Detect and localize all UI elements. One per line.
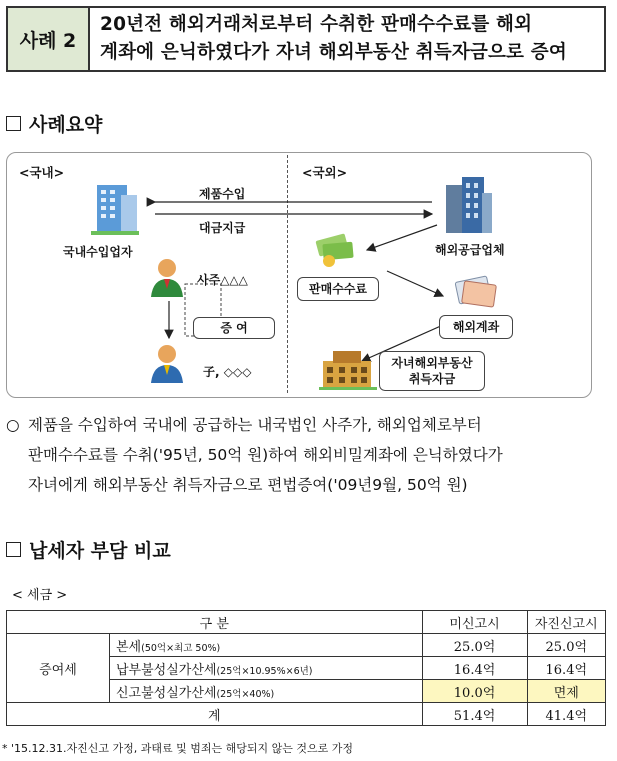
total-label: 계: [7, 703, 423, 726]
money-icon: [313, 229, 359, 269]
comparison-heading-text: 납세자 부담 비교: [29, 540, 171, 562]
bank-account-icon: [451, 273, 499, 309]
domestic-label: <국내>: [19, 165, 65, 180]
row-name: 납부불성실가산세: [116, 662, 217, 678]
tax-comparison-table: [6, 610, 606, 726]
property-fund-line1: 자녀해외부동산: [391, 356, 473, 370]
paragraph-line3: 자녀에게 해외부동산 취득자금으로 편법증여('09년9월, 50억 원): [28, 476, 468, 494]
foreign-building-icon: [440, 175, 496, 237]
property-building-icon: [319, 347, 377, 391]
undeclared-cell: 25.0억: [422, 634, 527, 657]
domestic-importer-label: 국내수입업자: [63, 245, 133, 259]
case-label: 사례 2: [8, 8, 90, 70]
total-undeclared: 51.4억: [422, 703, 527, 726]
row-name-cell: [110, 634, 423, 657]
checkbox-square-icon: [6, 116, 21, 131]
summary-heading: [6, 110, 102, 137]
table-row: [7, 634, 606, 657]
table-header-row: [7, 611, 606, 634]
header-undeclared: 미신고시: [422, 611, 527, 634]
child-person-icon: [147, 343, 187, 385]
voluntary-cell: 25.0억: [527, 634, 605, 657]
property-fund-line2: 취득자금: [408, 372, 456, 386]
owner-person-icon: [147, 257, 187, 299]
foreign-account-tag: 해외계좌: [439, 315, 513, 339]
row-note: (25억×10.95%×6년): [216, 665, 313, 677]
child-label: 子, ◇◇◇: [203, 365, 252, 379]
unit-label: < 세금 >: [12, 588, 68, 603]
row-name: 본세: [116, 639, 142, 655]
row-note: (50억×최고 50%): [141, 642, 221, 654]
case-title-line1: 20년전 해외거래처로부터 수취한 판매수수료를 해외: [100, 14, 533, 35]
bullet: ○: [6, 416, 20, 434]
case-title-line2: 계좌에 은닉하였다가 자녀 해외부동산 취득자금으로 증여: [100, 42, 567, 63]
undeclared-cell: 16.4억: [422, 657, 527, 680]
property-fund-tag: [379, 351, 485, 391]
office-building-icon: [89, 181, 141, 237]
case-title: [90, 8, 604, 70]
checkbox-square-icon: [6, 542, 21, 557]
row-note: (25억×40%): [216, 688, 275, 700]
foreign-label: <국외>: [302, 165, 348, 180]
header-voluntary: 자진신고시: [527, 611, 605, 634]
footnote: * '15.12.31.자진신고 가정, 과태료 및 범죄는 해당되지 않는 것으로 가정: [2, 742, 353, 755]
gift-tag: 증 여: [193, 317, 275, 339]
payment-label: 대금지급: [199, 221, 246, 235]
voluntary-cell: 16.4억: [527, 657, 605, 680]
comparison-heading: [6, 536, 171, 563]
undeclared-cell: 10.0억: [422, 680, 527, 703]
paragraph-line1: 제품을 수입하여 국내에 공급하는 내국법인 사주가, 해외업체로부터: [28, 416, 482, 434]
summary-heading-text: 사례요약: [29, 114, 103, 136]
paragraph-line2: 판매수수료를 수취('95년, 50억 원)하여 해외비밀계좌에 은닉하였다가: [28, 446, 503, 464]
commission-tag: 판매수수료: [297, 277, 379, 301]
foreign-supplier-label: 해외공급업체: [435, 243, 505, 257]
group-cell: 증여세: [7, 634, 110, 703]
import-label: 제품수입: [199, 187, 246, 201]
row-name-cell: [110, 657, 423, 680]
row-name-cell: [110, 680, 423, 703]
owner-label: 사주△△△: [197, 273, 248, 287]
total-voluntary: 41.4억: [527, 703, 605, 726]
table-total-row: [7, 703, 606, 726]
voluntary-cell: 면제: [527, 680, 605, 703]
summary-paragraph: [6, 410, 606, 500]
case-header: [6, 6, 606, 72]
header-category: 구 분: [7, 611, 423, 634]
case-diagram: [6, 152, 592, 398]
row-name: 신고불성실가산세: [116, 685, 217, 701]
